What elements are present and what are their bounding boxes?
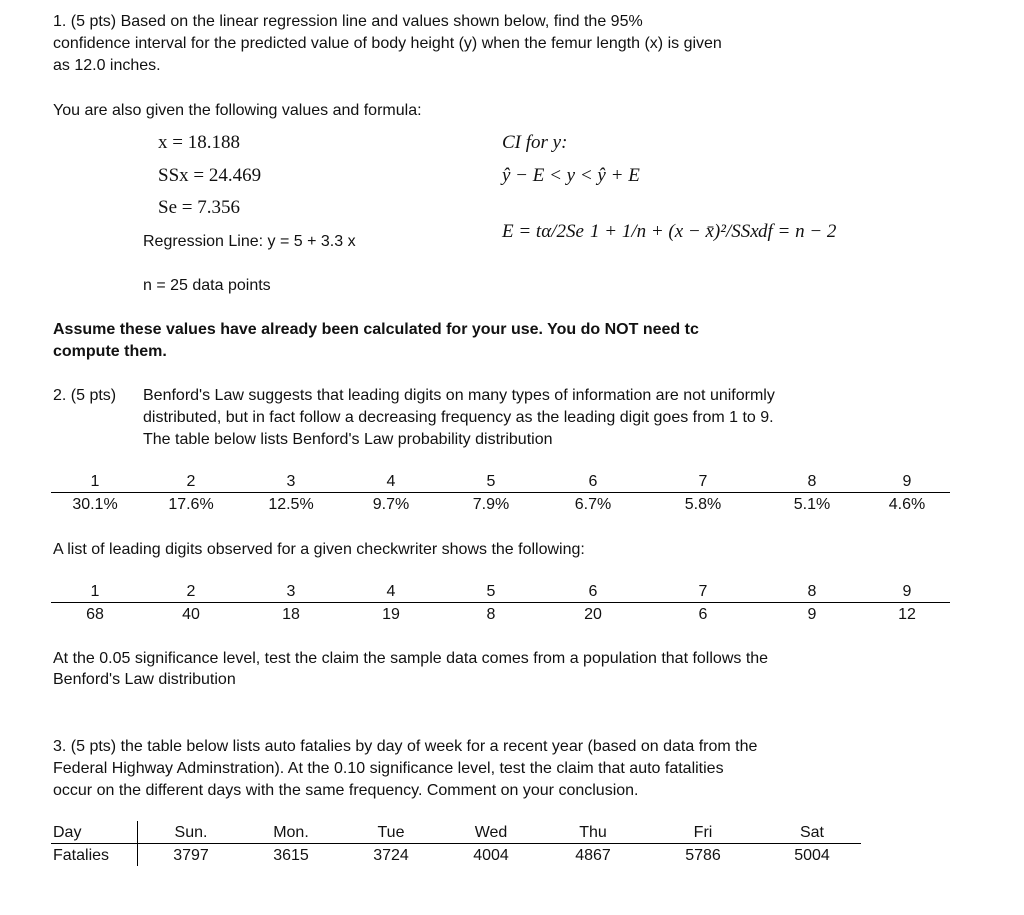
- fatality-count: 5004: [794, 847, 830, 864]
- q2-line-2: distributed, but in fact follow a decreasing frequency as the leading digit goes from 1 to 9.: [143, 409, 774, 426]
- q2-line-3: The table below lists Benford's Law probability distribution: [143, 431, 553, 448]
- day-cell: Sun.: [174, 824, 208, 841]
- xbar-value: x = 18.188: [158, 132, 240, 153]
- fatality-count: 4867: [575, 847, 611, 864]
- q2-line-1: Benford's Law suggests that leading digits on many types of information are not uniformly: [143, 387, 775, 404]
- observed-count: 9: [807, 606, 817, 623]
- observed-count: 12: [898, 606, 916, 623]
- observed-digit: 7: [698, 583, 708, 600]
- q1-line-3: as 12.0 inches.: [53, 57, 161, 74]
- day-cell: Sat: [799, 824, 824, 841]
- observed-digit: 5: [486, 583, 496, 600]
- q1-line-1: 1. (5 pts) Based on the linear regression line and values shown below, find the 95%: [53, 13, 643, 30]
- fatality-count: 3797: [173, 847, 209, 864]
- observed-count: 6: [698, 606, 708, 623]
- sample-size: n = 25 data points: [143, 277, 271, 294]
- benford-digit: 2: [186, 473, 196, 490]
- benford-digit: 7: [698, 473, 708, 490]
- observed-count: 68: [86, 606, 104, 623]
- observed-digit: 1: [90, 583, 100, 600]
- benford-prob: 6.7%: [574, 496, 612, 513]
- claim-line-1: At the 0.05 significance level, test the claim the sample data comes from a population that follows the: [53, 650, 769, 667]
- benford-divider: [51, 492, 950, 493]
- day-row-label: Day: [53, 824, 82, 841]
- claim-line-2: Benford's Law distribution: [53, 671, 236, 688]
- benford-prob: 5.8%: [684, 496, 722, 513]
- ci-title: CI for y:: [502, 132, 568, 153]
- day-cell: Wed: [474, 824, 508, 841]
- benford-digit: 1: [90, 473, 100, 490]
- observed-intro: A list of leading digits observed for a given checkwriter shows the following:: [53, 541, 585, 558]
- benford-prob: 9.7%: [372, 496, 410, 513]
- observed-count: 20: [584, 606, 602, 623]
- q3-line-2: Federal Highway Adminstration). At the 0.10 significance level, test the claim that auto fatalities: [53, 760, 724, 777]
- benford-prob: 5.1%: [793, 496, 831, 513]
- benford-prob: 12.5%: [268, 496, 314, 513]
- q2-label: 2. (5 pts): [53, 387, 117, 404]
- day-cell: Fri: [693, 824, 713, 841]
- observed-divider: [51, 602, 950, 603]
- ssx-value: SSx = 24.469: [158, 165, 262, 186]
- benford-digit: 6: [588, 473, 598, 490]
- benford-digit: 3: [286, 473, 296, 490]
- margin-of-error-radicand: 1 + 1/n + (x − x̄)²/SSx: [590, 221, 759, 242]
- observed-digit: 4: [386, 583, 396, 600]
- observed-digit: 6: [588, 583, 598, 600]
- day-cell: Thu: [579, 824, 607, 841]
- benford-digit: 8: [807, 473, 817, 490]
- fatalities-row-label: Fatalies: [53, 847, 110, 864]
- fatality-count: 3615: [273, 847, 309, 864]
- observed-digit: 3: [286, 583, 296, 600]
- fatality-count: 4004: [473, 847, 509, 864]
- q1-line-2: confidence interval for the predicted value of body height (y) when the femur length (x) is given: [53, 35, 722, 52]
- observed-digit: 9: [902, 583, 912, 600]
- fatality-count: 5786: [685, 847, 721, 864]
- day-cell: Mon.: [273, 824, 309, 841]
- se-value: Se = 7.356: [158, 197, 240, 218]
- fatalities-divider: [51, 843, 861, 844]
- ci-inequality: ŷ − E < y < ŷ + E: [502, 165, 640, 186]
- observed-count: 19: [382, 606, 400, 623]
- observed-digit: 8: [807, 583, 817, 600]
- assume-line-2: compute them.: [53, 343, 167, 360]
- margin-of-error-lhs: E = tα/2Se: [502, 221, 584, 242]
- q3-line-3: occur on the different days with the same frequency. Comment on your conclusion.: [53, 782, 639, 799]
- observed-count: 18: [282, 606, 300, 623]
- benford-prob: 30.1%: [72, 496, 118, 513]
- benford-digit: 9: [902, 473, 912, 490]
- regression-line: Regression Line: y = 5 + 3.3 x: [143, 233, 356, 250]
- observed-digit: 2: [186, 583, 196, 600]
- benford-digit: 4: [386, 473, 396, 490]
- benford-digit: 5: [486, 473, 496, 490]
- benford-prob: 7.9%: [472, 496, 510, 513]
- observed-count: 8: [486, 606, 496, 623]
- fatality-count: 3724: [373, 847, 409, 864]
- degrees-of-freedom: df = n − 2: [758, 221, 837, 242]
- benford-prob: 17.6%: [168, 496, 214, 513]
- observed-count: 40: [182, 606, 200, 623]
- q3-line-1: 3. (5 pts) the table below lists auto fatalies by day of week for a recent year (based on data from the: [53, 738, 758, 755]
- assume-line-1: Assume these values have already been calculated for your use. You do NOT need tc: [53, 321, 699, 338]
- day-cell: Tue: [377, 824, 405, 841]
- given-intro: You are also given the following values and formula:: [53, 102, 422, 119]
- benford-prob: 4.6%: [888, 496, 926, 513]
